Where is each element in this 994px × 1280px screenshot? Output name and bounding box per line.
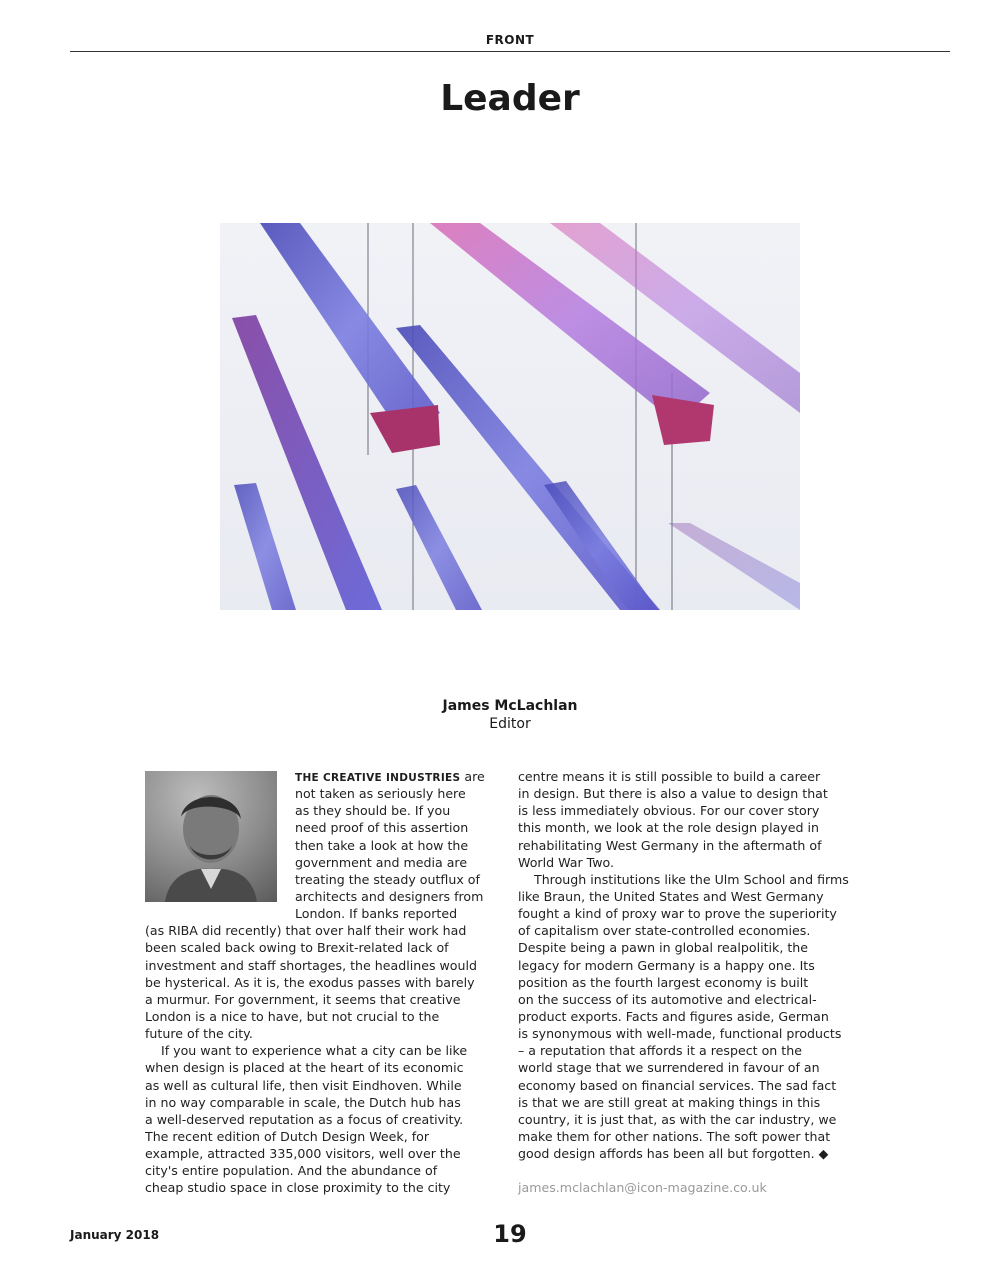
article-line: London is a nice to have, but not crucial to the (145, 1008, 440, 1024)
article-line: in no way comparable in scale, the Dutch hub has (145, 1094, 461, 1110)
article-line: World War Two. (518, 854, 615, 870)
rod-2-end (652, 395, 714, 445)
article-line: (as RIBA did recently) that over half their work had (145, 923, 467, 939)
article-column-right (518, 768, 880, 1162)
article-line: product exports. Facts and figures aside, German (518, 1008, 829, 1024)
article-line: is that we are still great at making things in this (518, 1094, 821, 1110)
author-name: James McLachlan (442, 698, 578, 714)
page-number: 19 (493, 1220, 527, 1248)
article-line: example, attracted 335,000 visitors, well over the (145, 1146, 461, 1162)
article-line: need proof of this assertion (295, 820, 469, 836)
rod-6 (234, 483, 296, 610)
article-line: city's entire population. And the abundance of (145, 1163, 438, 1179)
article-line: a well-deserved reputation as a focus of creativity. (145, 1111, 464, 1127)
article-line: country, it is just that, as with the car industry, we (518, 1111, 837, 1127)
hero-illustration (220, 223, 800, 610)
author-email: james.mclachlan@icon-magazine.co.uk (518, 1180, 767, 1195)
article-line: Through institutions like the Ulm School and firms (534, 871, 849, 887)
header-rule (70, 51, 950, 52)
article-line: government and media are (295, 854, 468, 870)
article-line: when design is placed at the heart of its economic (145, 1060, 464, 1076)
article-line: good design affords has been all but forgotten. ◆ (518, 1146, 829, 1162)
rod-9 (668, 523, 800, 610)
rod-1-end (370, 405, 440, 453)
article-line: economy based on financial services. The sad fact (518, 1077, 837, 1093)
page-title: Leader (440, 78, 580, 119)
article-line: position as the fourth largest economy is built (518, 974, 809, 990)
article-line: is synonymous with well-made, functional products (518, 1026, 842, 1042)
article-lead-in: THE CREATIVE INDUSTRIES (295, 772, 461, 784)
article-line: London. If banks reported (295, 906, 458, 922)
article-line: world stage that we surrendered in favour of an (518, 1060, 820, 1076)
article-line: cheap studio space in close proximity to the city (145, 1180, 451, 1196)
article-line: treating the steady outflux of (295, 871, 480, 887)
article-line: make them for other nations. The soft power that (518, 1128, 831, 1144)
article-line: a murmur. For government, it seems that creative (145, 991, 461, 1007)
hero-image (220, 223, 800, 610)
article-line: like Braun, the United States and West Germany (518, 888, 824, 904)
article-line: legacy for modern Germany is a happy one. Its (518, 957, 815, 973)
article-line: investment and staff shortages, the headlines would (145, 957, 477, 973)
article-line: The recent edition of Dutch Design Week, for (145, 1128, 430, 1144)
article-line: as they should be. If you (295, 803, 451, 819)
article-line: fought a kind of proxy war to prove the superiority (518, 906, 837, 922)
article-column-left (145, 768, 503, 1197)
article-line: THE CREATIVE INDUSTRIES are (295, 769, 485, 784)
article-line: of capitalism over state-controlled economies. (518, 923, 811, 939)
article-line: been scaled back owing to Brexit-related lack of (145, 940, 449, 956)
section-label: FRONT (485, 33, 535, 47)
article-line: centre means it is still possible to build a career (518, 769, 821, 784)
article-line: this month, we look at the role design played in (518, 820, 819, 836)
article-line: then take a look at how the (295, 837, 469, 853)
article-line: not taken as seriously here (295, 786, 466, 802)
article-line: rehabilitating West Germany in the aftermath of (518, 837, 822, 853)
article-line: as well as cultural life, then visit Eindhoven. While (145, 1077, 462, 1093)
article-line: future of the city. (145, 1026, 253, 1042)
article-line: be hysterical. As it is, the exodus passes with barely (145, 974, 475, 990)
issue-date: January 2018 (70, 1228, 160, 1242)
rod-7 (396, 485, 482, 610)
article-line: – a reputation that affords it a respect on the (518, 1043, 802, 1059)
rod-8 (544, 481, 658, 610)
article-line: architects and designers from (295, 888, 484, 904)
author-role: Editor (489, 716, 531, 732)
article-line: in design. But there is also a value to design that (518, 786, 828, 802)
article-line: is less immediately obvious. For our cover story (518, 803, 820, 819)
article-line: If you want to experience what a city can be like (161, 1043, 468, 1059)
article-line: on the success of its automotive and electrical- (518, 991, 817, 1007)
article-line: Despite being a pawn in global realpolitik, the (518, 940, 808, 956)
